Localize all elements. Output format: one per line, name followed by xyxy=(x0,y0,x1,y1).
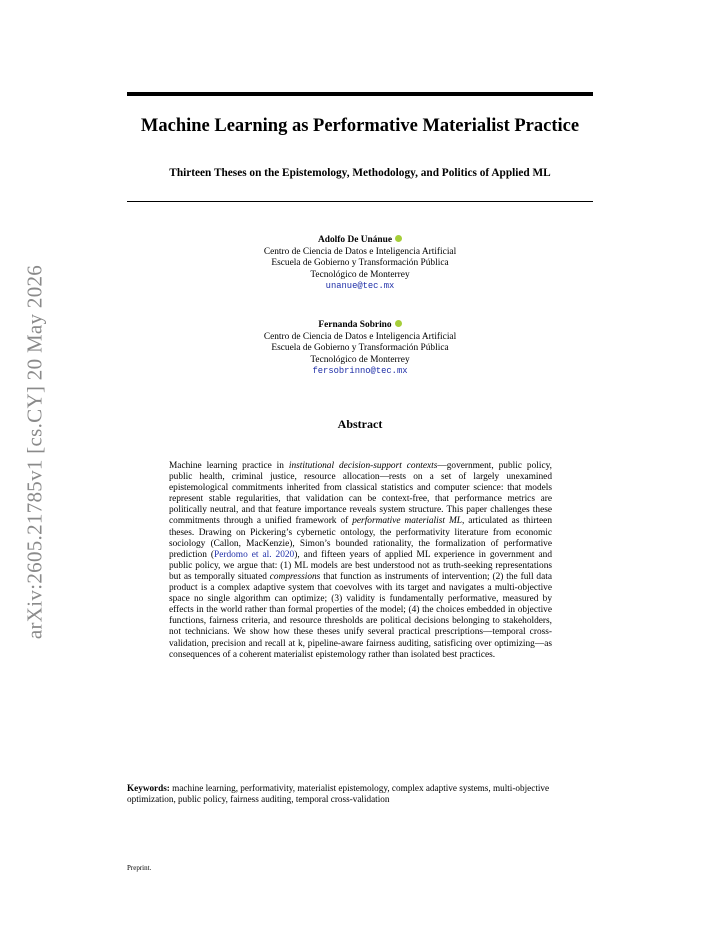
keywords-text: machine learning, performativity, materialist epistemology, complex adaptive systems, multi-objective optimization, public policy, fairness auditing, temporal cross-validation xyxy=(127,783,550,805)
citation-link[interactable]: Perdomo et al. 2020 xyxy=(214,549,295,560)
author-affiliation: Tecnológico de Monterrey xyxy=(310,269,410,280)
title-rule-bottom xyxy=(127,201,593,202)
author-affiliation: Tecnológico de Monterrey xyxy=(310,354,410,365)
abstract-body: Machine learning practice in institutional decision-support contexts—government, public policy, public health, criminal justice, resource allocation—rests on a set of largely unexamined epistemological commitments inherited from classical statistics and computer science: that models represent stable regularities, that validation can be context-free, that performance metrics are politically neutral, and that feature importance reveals system structure. This paper challenges these commitments through a unified framework of performative materialist ML, articulated as thirteen theses. Drawing on Pickering’s cybernetic ontology, the performativity literature from economic sociology (Callon, MacKenzie), Simon’s bounded rationality, the formalization of performative prediction (Perdomo et al. 2020), and fifteen years of applied ML experience in government and public policy, we argue that: (1) ML models are best understood not as truth-seeking representations but as temporally situated compressions that function as instruments of intervention; (2) the full data product is a complex adaptive system that coevolves with its target and navigates a multi-objective space no single algorithm can optimize; (3) validity is fundamentally performative, measured by effects in the world rather than formal properties of the model; (4) the choices embedded in objective functions, fairness criteria, and resource thresholds are political decisions belonging to stakeholders, not technicians. We show how these theses unify several practical prescriptions—temporal cross-validation, precision and recall at k, pipeline-aware fairness auditing, satisficing over optimizing—as consequences of a coherent materialist epistemology rather than isolated best practices. xyxy=(169,461,553,660)
author-affiliation: Escuela de Gobierno y Transformación Pública xyxy=(271,343,449,354)
author-block-2 xyxy=(127,320,593,378)
author-affiliation: Escuela de Gobierno y Transformación Pública xyxy=(271,258,449,269)
author-name: Adolfo De Unánue xyxy=(318,235,392,245)
arxiv-stamp: arXiv:2605.21785v1 [cs.CY] 20 May 2026 xyxy=(22,264,47,640)
author-block-1 xyxy=(127,235,593,293)
orcid-icon[interactable] xyxy=(395,320,402,327)
paper-subtitle: Thirteen Theses on the Epistemology, Methodology, and Politics of Applied ML xyxy=(169,167,551,179)
keywords-label: Keywords: xyxy=(127,783,170,793)
author-email-link[interactable]: unanue@tec.mx xyxy=(325,281,395,292)
abstract-heading: Abstract xyxy=(337,417,383,431)
author-affiliation: Centro de Ciencia de Datos e Inteligencia Artificial xyxy=(263,246,457,257)
title-rule-top xyxy=(127,92,593,96)
author-affiliation: Centro de Ciencia de Datos e Inteligencia Artificial xyxy=(263,331,457,342)
orcid-icon[interactable] xyxy=(395,235,402,242)
paper-title: Machine Learning as Performative Materialist Practice xyxy=(140,116,580,136)
author-email-link[interactable]: fersobrinno@tec.mx xyxy=(312,366,408,377)
author-name: Fernanda Sobrino xyxy=(318,320,392,330)
keywords xyxy=(127,783,597,806)
footer-preprint: Preprint. xyxy=(127,864,152,872)
